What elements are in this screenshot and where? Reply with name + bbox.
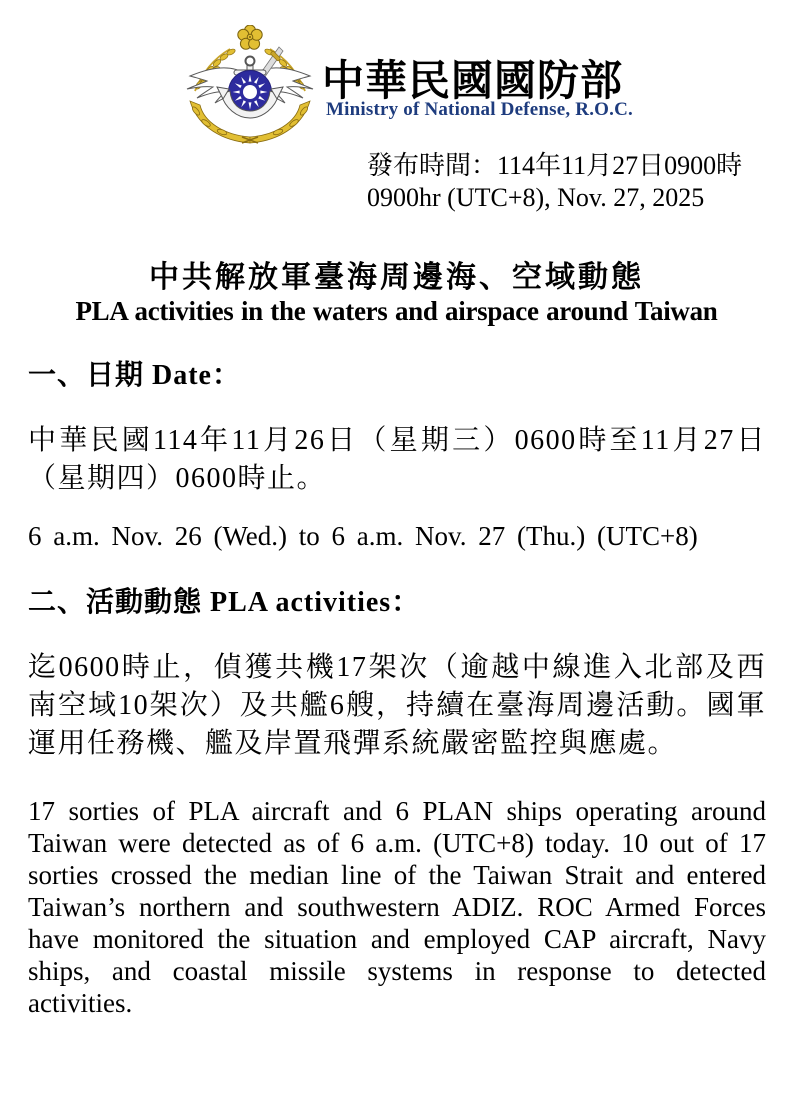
document-body — [28, 360, 766, 1019]
org-name-zh: 中華民國國防部 — [322, 59, 624, 105]
date-paragraph-en: 6 a.m. Nov. 26 (Wed.) to 6 a.m. Nov. 27 (Thu.) (UTC+8) — [28, 521, 698, 551]
date-paragraph-zh: 中華民國114年11月26日（星期三）0600時至11月27日（星期四）0600時止。 — [28, 425, 766, 494]
org-name-en: Ministry of National Defense, R.O.C. — [326, 99, 633, 120]
document-title — [0, 261, 793, 327]
activities-paragraph-en: 17 sorties of PLA aircraft and 6 PLAN ships operating around Taiwan were detected as of 6 a.m. (UTC+8) today. 10 out of 17 sorties crossed the median line of the Taiwan Strait and entered Taiwan’s northern and southwestern ADIZ. ROC Armed Forces have monitored the situation and employed CAP aircraft, Navy ships, and coastal missile systems in response to detected activities. — [28, 796, 766, 1018]
release-time-block — [367, 150, 742, 214]
activities-paragraph-zh: 迄0600時止，偵獲共機17架次（逾越中線進入北部及西南空域10架次）及共艦6艘，持續在臺海周邊活動。國軍運用任務機、艦及岸置飛彈系統嚴密監控與應處。 — [28, 652, 766, 759]
title-en: PLA activities in the waters and airspace around Taiwan — [75, 296, 718, 326]
release-time-zh: 發布時間：114年11月27日0900時 — [367, 151, 743, 180]
title-zh: 中共解放軍臺海周邊海、空域動態 — [149, 261, 644, 294]
section-heading-date: 一、日期 Date： — [28, 360, 241, 391]
mnd-emblem-logo — [180, 25, 320, 150]
release-time-en: 0900hr (UTC+8), Nov. 27, 2025 — [367, 183, 705, 212]
plum-blossom-icon — [238, 25, 262, 49]
section-heading-activities: 二、活動動態 PLA activities： — [28, 587, 421, 618]
